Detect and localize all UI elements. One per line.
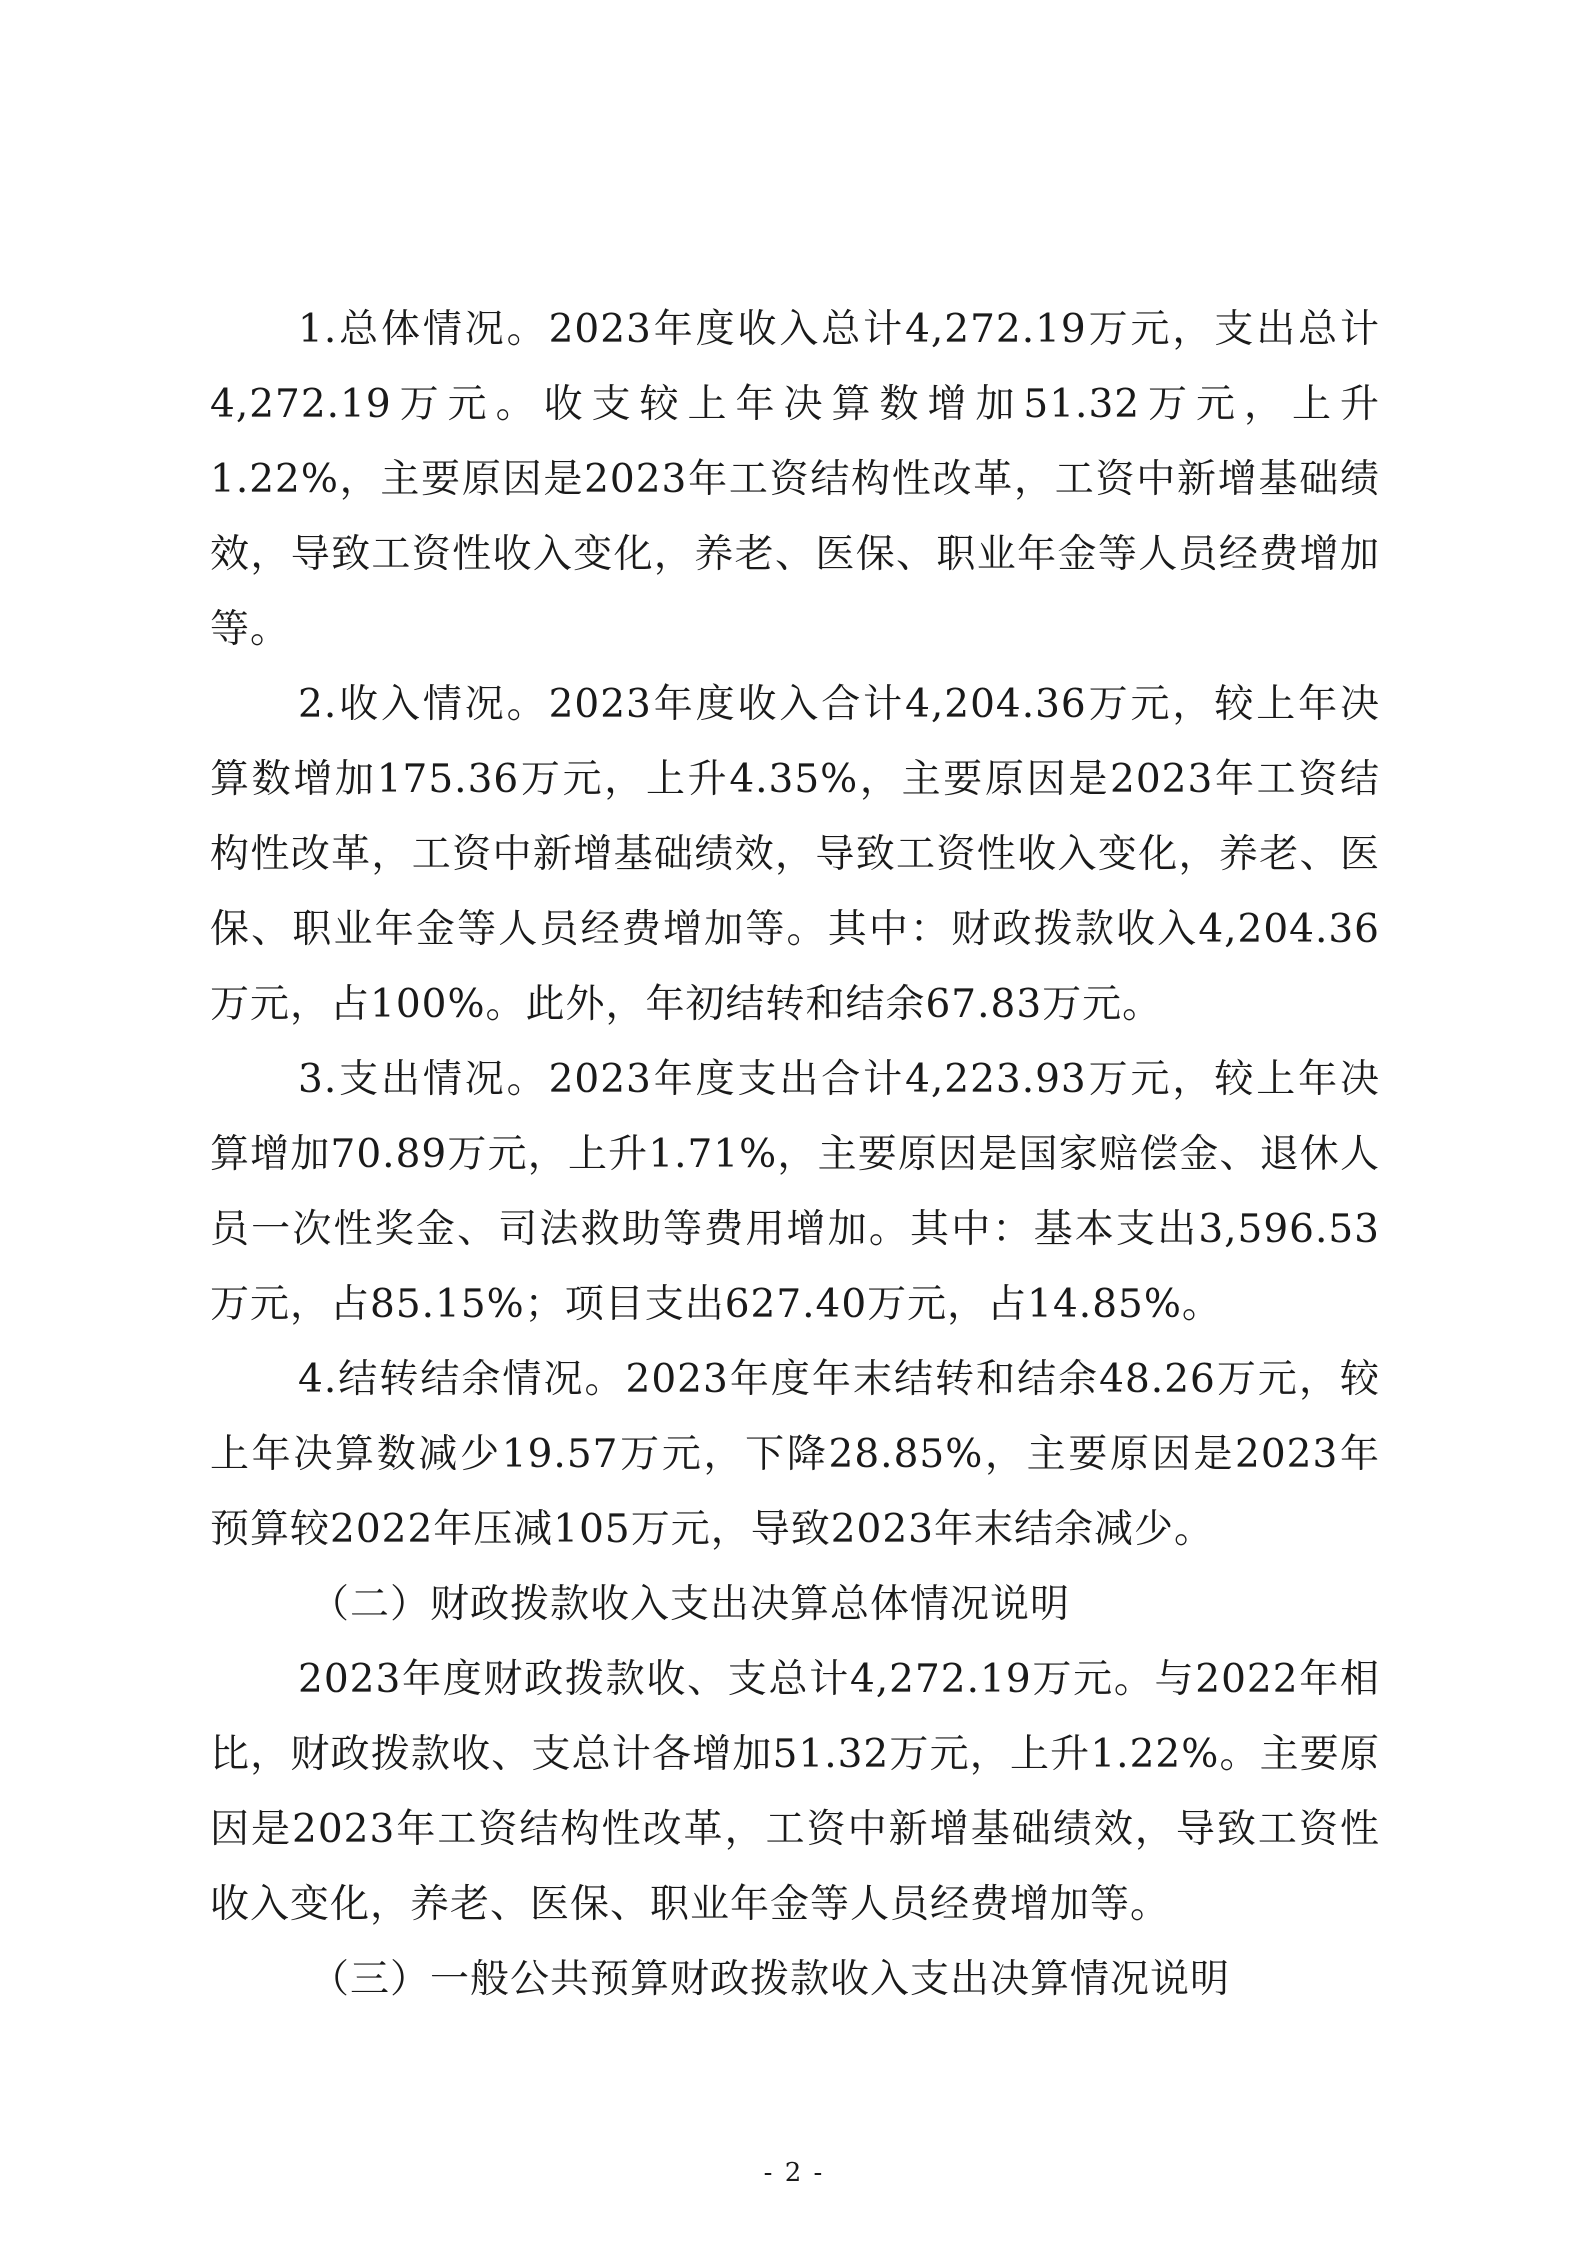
paragraph-overall-situation: 1.总体情况。2023年度收入总计4,272.19万元，支出总计4,272.19万元。收支较上年决算数增加51.32万元，上升1.22%，主要原因是2023年工资结构性改革，工资中新增基础绩效，导致工资性收入变化，养老、医保、职业年金等人员经费增加等。 bbox=[210, 307, 1380, 652]
paragraph-income-situation: 2.收入情况。2023年度收入合计4,204.36万元，较上年决算数增加175.36万元，上升4.35%，主要原因是2023年工资结构性改革，工资中新增基础绩效，导致工资性收入变化，养老、医保、职业年金等人员经费增加等。其中：财政拨款收入4,204.36万元，占100%。此外，年初结转和结余67.83万元。 bbox=[210, 682, 1380, 1027]
page-number: - 2 - bbox=[763, 2158, 825, 2188]
paragraph-expenditure-situation: 3.支出情况。2023年度支出合计4,223.93万元，较上年决算增加70.89万元，上升1.71%，主要原因是国家赔偿金、退休人员一次性奖金、司法救助等费用增加。其中：基本支出3,596.53万元，占85.15%；项目支出627.40万元，占14.85%。 bbox=[210, 1057, 1380, 1327]
paragraph-fiscal-appropriation: 2023年度财政拨款收、支总计4,272.19万元。与2022年相比，财政拨款收、支总计各增加51.32万元，上升1.22%。主要原因是2023年工资结构性改革，工资中新增基础绩效，导致工资性收入变化，养老、医保、职业年金等人员经费增加等。 bbox=[210, 1657, 1380, 1927]
paragraph-carryover-situation: 4.结转结余情况。2023年度年末结转和结余48.26万元，较上年决算数减少19.57万元，下降28.85%，主要原因是2023年预算较2022年压减105万元，导致2023年末结余减少。 bbox=[210, 1357, 1380, 1552]
section-heading-general-public-budget: （三）一般公共预算财政拨款收入支出决算情况说明 bbox=[310, 1957, 1231, 2002]
document-body bbox=[210, 292, 1380, 2017]
section-heading-fiscal-appropriation: （二）财政拨款收入支出决算总体情况说明 bbox=[310, 1582, 1071, 1627]
